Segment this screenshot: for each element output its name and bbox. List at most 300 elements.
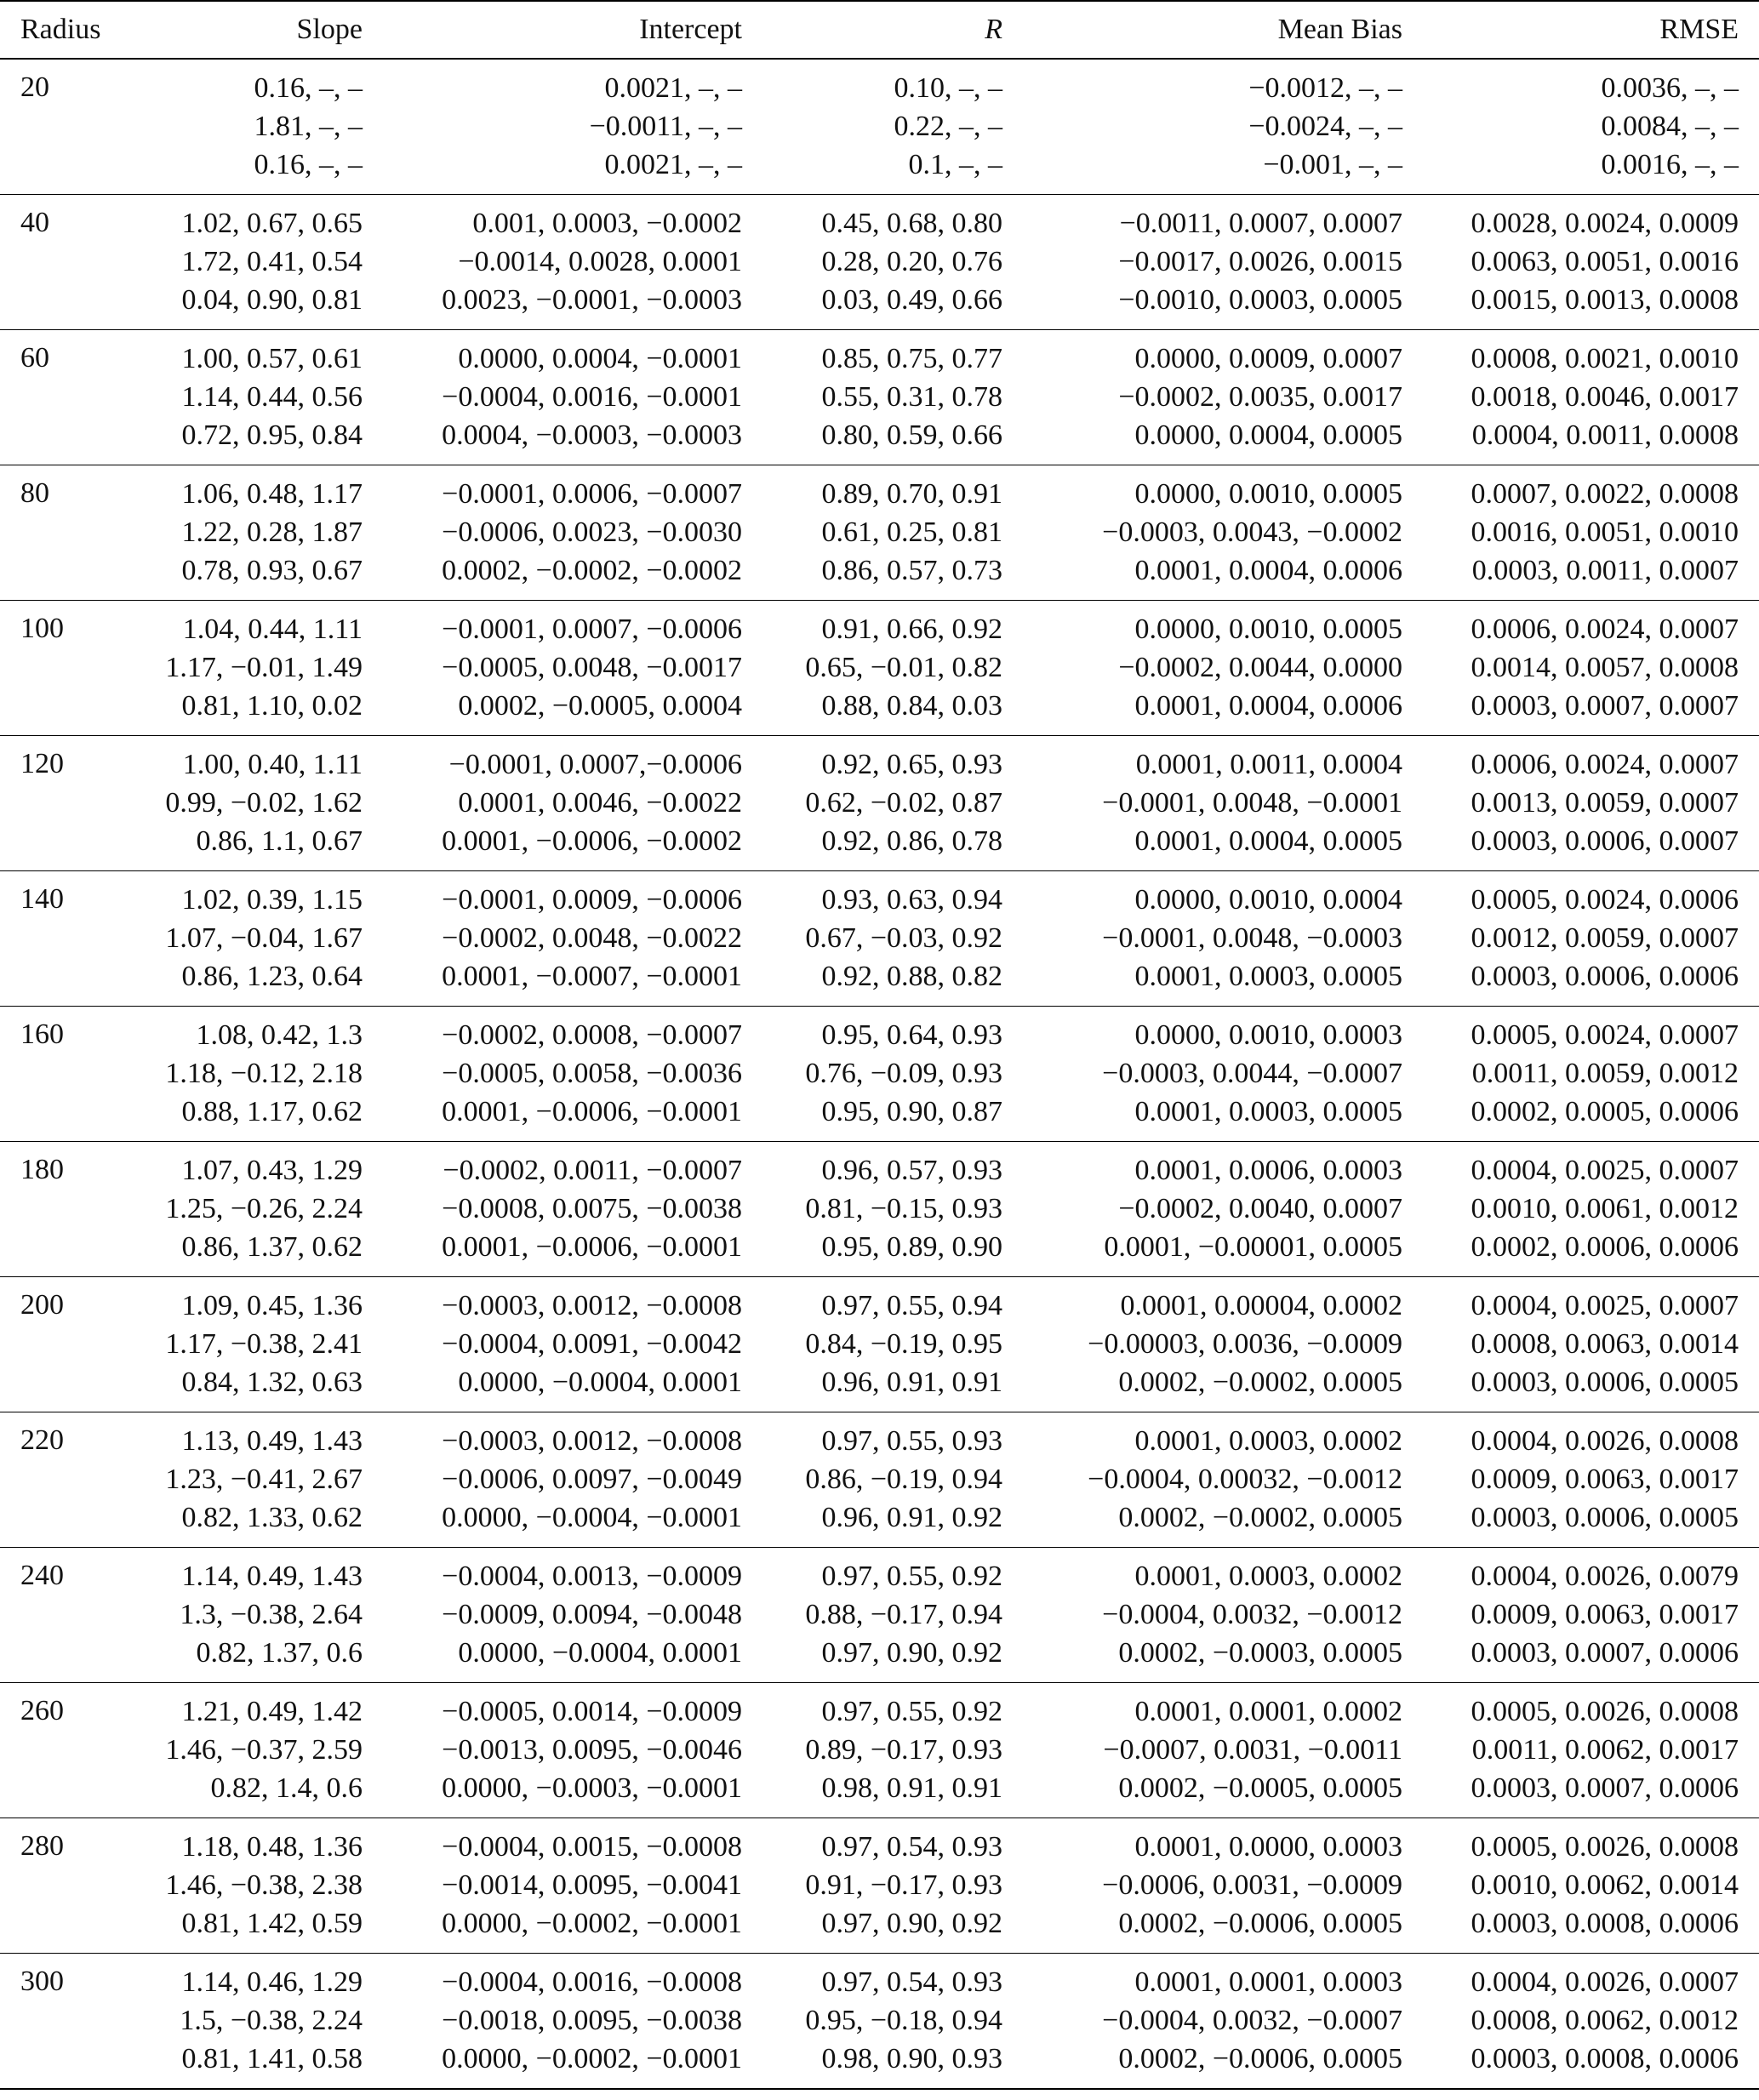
mean-bias-value: 0.0002, −0.0006, 0.0005 (1118, 2043, 1402, 2075)
rmse-value: 0.0008, 0.0063, 0.0014 (1471, 1328, 1739, 1360)
slope-value: 0.86, 1.1, 0.67 (196, 825, 363, 857)
slope-value: 1.04, 0.44, 1.11 (182, 613, 363, 645)
r-cell (762, 600, 1023, 735)
rmse-value: 0.0004, 0.0011, 0.0008 (1471, 419, 1739, 451)
rmse-value: 0.0005, 0.0024, 0.0007 (1471, 1019, 1739, 1051)
r-value: 0.1, –, – (908, 149, 1002, 181)
mean-bias-value: 0.0002, −0.0002, 0.0005 (1118, 1502, 1402, 1533)
slope-value: 1.46, −0.37, 2.59 (165, 1734, 363, 1766)
mean-bias-value: 0.0001, 0.0001, 0.0003 (1134, 1966, 1402, 1999)
r-value: 0.89, 0.70, 0.91 (821, 478, 1002, 510)
slope-value: 0.78, 0.93, 0.67 (181, 555, 363, 586)
slope-value: 1.06, 0.48, 1.17 (181, 478, 363, 510)
r-value: 0.45, 0.68, 0.80 (821, 208, 1002, 239)
radius-cell: 80 (0, 465, 128, 600)
table-row (0, 1141, 1759, 1276)
radius-cell: 300 (0, 1953, 128, 2089)
radius-cell: 60 (0, 329, 128, 465)
rmse-value: 0.0016, –, – (1601, 149, 1739, 181)
slope-value: 1.5, −0.38, 2.24 (180, 2005, 363, 2037)
rmse-value: 0.0004, 0.0026, 0.0079 (1471, 1561, 1739, 1592)
rmse-value: 0.0015, 0.0013, 0.0008 (1471, 284, 1739, 316)
rmse-value: 0.0084, –, – (1601, 111, 1739, 143)
r-value: 0.97, 0.55, 0.92 (821, 1696, 1002, 1727)
mean-bias-value: 0.0001, 0.0003, 0.0002 (1134, 1561, 1402, 1592)
r-value: 0.97, 0.54, 0.93 (821, 1966, 1002, 1999)
intercept-value: −0.0018, 0.0095, −0.0038 (442, 2005, 742, 2037)
r-value: 0.97, 0.90, 0.92 (821, 1908, 1002, 1939)
r-value: 0.81, −0.15, 0.93 (805, 1193, 1002, 1224)
slope-cell (128, 194, 383, 329)
header-intercept: Intercept (383, 1, 762, 59)
rmse-value: 0.0003, 0.0006, 0.0005 (1471, 1502, 1739, 1533)
slope-value: 1.09, 0.45, 1.36 (181, 1290, 363, 1321)
mean-bias-value: 0.0000, 0.0010, 0.0004 (1134, 884, 1402, 916)
intercept-cell (383, 1953, 762, 2089)
table-row (0, 1682, 1759, 1818)
mean-bias-value: −0.0003, 0.0043, −0.0002 (1102, 516, 1402, 548)
rmse-cell (1423, 194, 1759, 329)
mean-bias-value: 0.0000, 0.0010, 0.0005 (1134, 478, 1402, 510)
table-row (0, 1412, 1759, 1547)
radius-cell: 120 (0, 735, 128, 870)
rmse-value: 0.0011, 0.0059, 0.0012 (1471, 1058, 1739, 1089)
r-value: 0.88, 0.84, 0.03 (821, 690, 1002, 722)
radius-cell: 40 (0, 194, 128, 329)
slope-value: 1.18, 0.48, 1.36 (181, 1831, 363, 1863)
mean-bias-cell (1023, 1547, 1423, 1682)
r-cell (762, 1412, 1023, 1547)
r-value: 0.95, 0.64, 0.93 (821, 1019, 1002, 1051)
mean-bias-value: −0.0002, 0.0035, 0.0017 (1118, 381, 1402, 413)
rmse-value: 0.0003, 0.0008, 0.0006 (1471, 1908, 1739, 1939)
r-value: 0.76, −0.09, 0.93 (805, 1058, 1002, 1089)
slope-value: 0.04, 0.90, 0.81 (181, 284, 363, 316)
intercept-value: −0.0001, 0.0006, −0.0007 (442, 478, 742, 510)
intercept-value: −0.0008, 0.0075, −0.0038 (442, 1193, 742, 1224)
table-header (0, 1, 1759, 59)
slope-value: 0.86, 1.23, 0.64 (181, 961, 363, 992)
intercept-value: −0.0004, 0.0091, −0.0042 (442, 1328, 742, 1360)
mean-bias-value: 0.0002, −0.0003, 0.0005 (1118, 1637, 1402, 1669)
r-value: 0.89, −0.17, 0.93 (805, 1734, 1002, 1766)
r-value: 0.84, −0.19, 0.95 (805, 1328, 1002, 1360)
slope-value: 1.17, −0.01, 1.49 (165, 652, 363, 683)
intercept-cell (383, 1547, 762, 1682)
intercept-value: 0.001, 0.0003, −0.0002 (472, 208, 742, 239)
rmse-value: 0.0005, 0.0026, 0.0008 (1471, 1831, 1739, 1863)
r-value: 0.55, 0.31, 0.78 (821, 381, 1002, 413)
table-row (0, 465, 1759, 600)
mean-bias-cell (1023, 1953, 1423, 2089)
intercept-value: −0.0006, 0.0023, −0.0030 (442, 516, 742, 548)
slope-value: 1.14, 0.49, 1.43 (181, 1561, 363, 1592)
slope-value: 0.16, –, – (254, 149, 363, 181)
intercept-value: −0.0005, 0.0058, −0.0036 (442, 1058, 742, 1089)
rmse-value: 0.0003, 0.0006, 0.0005 (1471, 1367, 1739, 1398)
slope-cell (128, 1276, 383, 1412)
rmse-value: 0.0005, 0.0024, 0.0006 (1471, 884, 1739, 916)
header-rmse: RMSE (1423, 1, 1759, 59)
rmse-value: 0.0028, 0.0024, 0.0009 (1471, 208, 1739, 239)
radius-cell: 140 (0, 870, 128, 1006)
rmse-value: 0.0002, 0.0005, 0.0006 (1471, 1096, 1739, 1127)
intercept-cell (383, 1412, 762, 1547)
r-value: 0.97, 0.55, 0.92 (821, 1561, 1002, 1592)
slope-cell (128, 1953, 383, 2089)
rmse-cell (1423, 600, 1759, 735)
r-value: 0.22, –, – (894, 111, 1002, 143)
header-r-label: R (985, 14, 1002, 45)
rmse-cell (1423, 1141, 1759, 1276)
slope-value: 0.81, 1.42, 0.59 (181, 1908, 363, 1939)
rmse-cell (1423, 1547, 1759, 1682)
table-row (0, 1547, 1759, 1682)
mean-bias-cell (1023, 1141, 1423, 1276)
table-body (0, 59, 1759, 2089)
table-row (0, 735, 1759, 870)
r-value: 0.96, 0.91, 0.91 (821, 1367, 1002, 1398)
intercept-value: −0.0004, 0.0016, −0.0008 (442, 1966, 742, 1999)
r-cell (762, 1682, 1023, 1818)
rmse-value: 0.0003, 0.0007, 0.0006 (1471, 1637, 1739, 1669)
slope-value: 0.81, 1.41, 0.58 (181, 2043, 363, 2075)
mean-bias-value: 0.0001, 0.0011, 0.0004 (1135, 749, 1402, 780)
r-value: 0.91, 0.66, 0.92 (821, 613, 1002, 645)
mean-bias-value: 0.0000, 0.0009, 0.0007 (1134, 343, 1402, 374)
rmse-value: 0.0008, 0.0062, 0.0012 (1471, 2005, 1739, 2037)
slope-value: 1.22, 0.28, 1.87 (181, 516, 363, 548)
slope-value: 1.02, 0.39, 1.15 (181, 884, 363, 916)
r-cell (762, 1276, 1023, 1412)
mean-bias-value: 0.0001, 0.0003, 0.0005 (1134, 1096, 1402, 1127)
mean-bias-value: 0.0000, 0.0004, 0.0005 (1134, 419, 1402, 451)
intercept-cell (383, 59, 762, 194)
rmse-value: 0.0003, 0.0008, 0.0006 (1471, 2043, 1739, 2075)
mean-bias-value: 0.0001, 0.0001, 0.0002 (1134, 1696, 1402, 1727)
mean-bias-value: 0.0000, 0.0010, 0.0005 (1134, 613, 1402, 645)
table-row (0, 1276, 1759, 1412)
rmse-value: 0.0004, 0.0025, 0.0007 (1471, 1290, 1739, 1321)
intercept-value: 0.0002, −0.0002, −0.0002 (442, 555, 742, 586)
slope-value: 0.82, 1.37, 0.6 (196, 1637, 363, 1669)
r-cell (762, 329, 1023, 465)
r-value: 0.85, 0.75, 0.77 (821, 343, 1002, 374)
r-value: 0.97, 0.55, 0.93 (821, 1425, 1002, 1457)
slope-value: 1.21, 0.49, 1.42 (181, 1696, 363, 1727)
r-cell (762, 59, 1023, 194)
r-value: 0.97, 0.54, 0.93 (821, 1831, 1002, 1863)
intercept-value: 0.0000, −0.0004, 0.0001 (458, 1637, 742, 1669)
rmse-value: 0.0063, 0.0051, 0.0016 (1471, 246, 1739, 277)
rmse-cell (1423, 870, 1759, 1006)
mean-bias-value: −0.0001, 0.0048, −0.0003 (1102, 922, 1402, 954)
rmse-value: 0.0004, 0.0026, 0.0008 (1471, 1425, 1739, 1457)
intercept-value: −0.0002, 0.0011, −0.0007 (443, 1155, 742, 1186)
intercept-value: −0.0003, 0.0012, −0.0008 (442, 1290, 742, 1321)
intercept-cell (383, 735, 762, 870)
mean-bias-cell (1023, 1818, 1423, 1953)
r-cell (762, 735, 1023, 870)
radius-cell: 260 (0, 1682, 128, 1818)
mean-bias-value: 0.0002, −0.0006, 0.0005 (1118, 1908, 1402, 1939)
r-value: 0.92, 0.65, 0.93 (821, 749, 1002, 780)
slope-value: 1.13, 0.49, 1.43 (181, 1425, 363, 1457)
r-value: 0.80, 0.59, 0.66 (821, 419, 1002, 451)
radius-cell: 280 (0, 1818, 128, 1953)
radius-cell: 20 (20, 71, 49, 103)
intercept-value: 0.0001, 0.0046, −0.0022 (458, 787, 742, 819)
radius-cell: 200 (0, 1276, 128, 1412)
intercept-value: 0.0021, –, – (604, 72, 742, 105)
rmse-value: 0.0009, 0.0063, 0.0017 (1471, 1599, 1739, 1630)
r-cell (762, 194, 1023, 329)
intercept-cell (383, 1006, 762, 1141)
mean-bias-value: 0.0001, 0.00004, 0.0002 (1120, 1290, 1402, 1321)
mean-bias-value: −0.001, –, – (1263, 149, 1402, 181)
slope-value: 0.16, –, – (254, 72, 363, 105)
mean-bias-cell (1023, 1682, 1423, 1818)
r-value: 0.67, −0.03, 0.92 (805, 922, 1002, 954)
rmse-value: 0.0012, 0.0059, 0.0007 (1471, 922, 1739, 954)
rmse-cell (1423, 1682, 1759, 1818)
intercept-value: −0.0003, 0.0012, −0.0008 (442, 1425, 742, 1457)
r-value: 0.92, 0.88, 0.82 (821, 961, 1002, 992)
rmse-value: 0.0014, 0.0057, 0.0008 (1471, 652, 1739, 683)
slope-value: 1.00, 0.57, 0.61 (181, 343, 363, 374)
mean-bias-cell (1023, 1276, 1423, 1412)
header-row (0, 1, 1759, 59)
mean-bias-value: −0.0002, 0.0044, 0.0000 (1118, 652, 1402, 683)
mean-bias-value: −0.0011, 0.0007, 0.0007 (1119, 208, 1402, 239)
r-value: 0.10, –, – (894, 72, 1002, 105)
slope-value: 0.72, 0.95, 0.84 (181, 419, 363, 451)
slope-cell (128, 870, 383, 1006)
r-value: 0.95, 0.90, 0.87 (821, 1096, 1002, 1127)
mean-bias-value: 0.0001, 0.0004, 0.0006 (1134, 690, 1402, 722)
intercept-value: 0.0001, −0.0006, −0.0001 (442, 1096, 742, 1127)
mean-bias-value: −0.0003, 0.0044, −0.0007 (1102, 1058, 1402, 1089)
radius-cell: 240 (0, 1547, 128, 1682)
mean-bias-value: 0.0002, −0.0002, 0.0005 (1118, 1367, 1402, 1398)
table-row (0, 1818, 1759, 1953)
intercept-cell (383, 465, 762, 600)
rmse-cell (1423, 1006, 1759, 1141)
table-row (0, 329, 1759, 465)
rmse-cell (1423, 465, 1759, 600)
intercept-value: −0.0002, 0.0008, −0.0007 (442, 1019, 742, 1051)
rmse-value: 0.0003, 0.0006, 0.0006 (1471, 961, 1739, 992)
intercept-value: 0.0000, −0.0004, −0.0001 (442, 1502, 742, 1533)
mean-bias-cell (1023, 194, 1423, 329)
r-value: 0.97, 0.90, 0.92 (821, 1637, 1002, 1669)
rmse-value: 0.0009, 0.0063, 0.0017 (1471, 1464, 1739, 1495)
mean-bias-value: 0.0001, 0.0004, 0.0005 (1134, 825, 1402, 857)
r-value: 0.95, 0.89, 0.90 (821, 1231, 1002, 1263)
intercept-value: −0.0011, –, – (589, 111, 742, 143)
intercept-value: −0.0005, 0.0048, −0.0017 (442, 652, 742, 683)
slope-value: 1.81, –, – (254, 111, 363, 143)
intercept-cell (383, 1818, 762, 1953)
intercept-value: −0.0001, 0.0007, −0.0006 (442, 613, 742, 645)
intercept-value: 0.0000, 0.0004, −0.0001 (458, 343, 742, 374)
slope-value: 1.07, 0.43, 1.29 (181, 1155, 363, 1186)
rmse-value: 0.0008, 0.0021, 0.0010 (1471, 343, 1739, 374)
slope-cell (128, 735, 383, 870)
rmse-value: 0.0003, 0.0011, 0.0007 (1471, 555, 1739, 586)
intercept-value: −0.0009, 0.0094, −0.0048 (442, 1599, 742, 1630)
slope-value: 0.86, 1.37, 0.62 (181, 1231, 363, 1263)
mean-bias-value: 0.0001, 0.0006, 0.0003 (1134, 1155, 1402, 1186)
intercept-value: 0.0001, −0.0006, −0.0001 (442, 1231, 742, 1263)
intercept-value: −0.0001, 0.0007,−0.0006 (448, 749, 742, 780)
mean-bias-value: 0.0001, −0.00001, 0.0005 (1104, 1231, 1402, 1263)
intercept-value: −0.0004, 0.0016, −0.0001 (442, 381, 742, 413)
mean-bias-value: −0.0010, 0.0003, 0.0005 (1118, 284, 1402, 316)
mean-bias-value: −0.00003, 0.0036, −0.0009 (1088, 1328, 1402, 1360)
table-row (0, 1953, 1759, 2089)
intercept-value: −0.0014, 0.0028, 0.0001 (458, 246, 742, 277)
header-slope: Slope (128, 1, 383, 59)
slope-value: 1.25, −0.26, 2.24 (165, 1193, 363, 1224)
mean-bias-cell (1023, 735, 1423, 870)
mean-bias-value: −0.0004, 0.0032, −0.0012 (1102, 1599, 1402, 1630)
mean-bias-cell (1023, 1006, 1423, 1141)
mean-bias-cell (1023, 600, 1423, 735)
slope-value: 1.00, 0.40, 1.11 (182, 749, 363, 780)
rmse-value: 0.0011, 0.0062, 0.0017 (1471, 1734, 1739, 1766)
mean-bias-value: −0.0007, 0.0031, −0.0011 (1103, 1734, 1402, 1766)
r-value: 0.91, −0.17, 0.93 (805, 1869, 1002, 1901)
mean-bias-value: −0.0012, –, – (1248, 72, 1402, 105)
r-cell (762, 1818, 1023, 1953)
rmse-cell (1423, 59, 1759, 194)
slope-value: 1.23, −0.41, 2.67 (165, 1464, 363, 1495)
r-value: 0.96, 0.91, 0.92 (821, 1502, 1002, 1533)
intercept-value: −0.0001, 0.0009, −0.0006 (442, 884, 742, 916)
r-value: 0.86, 0.57, 0.73 (821, 555, 1002, 586)
rmse-value: 0.0006, 0.0024, 0.0007 (1471, 613, 1739, 645)
header-radius: Radius (0, 1, 128, 59)
rmse-cell (1423, 735, 1759, 870)
rmse-value: 0.0007, 0.0022, 0.0008 (1471, 478, 1739, 510)
rmse-value: 0.0013, 0.0059, 0.0007 (1471, 787, 1739, 819)
intercept-value: −0.0004, 0.0015, −0.0008 (442, 1831, 742, 1863)
slope-value: 1.08, 0.42, 1.3 (196, 1019, 363, 1051)
r-value: 0.28, 0.20, 0.76 (821, 246, 1002, 277)
intercept-value: 0.0004, −0.0003, −0.0003 (442, 419, 742, 451)
rmse-cell (1423, 329, 1759, 465)
radius-cell: 180 (0, 1141, 128, 1276)
intercept-value: 0.0002, −0.0005, 0.0004 (458, 690, 742, 722)
intercept-value: 0.0000, −0.0002, −0.0001 (442, 2043, 742, 2075)
slope-cell (128, 1818, 383, 1953)
table-row (0, 600, 1759, 735)
rmse-value: 0.0003, 0.0007, 0.0007 (1471, 690, 1739, 722)
mean-bias-cell (1023, 870, 1423, 1006)
r-cell (762, 1141, 1023, 1276)
rmse-value: 0.0004, 0.0026, 0.0007 (1471, 1966, 1739, 1999)
slope-value: 0.82, 1.33, 0.62 (181, 1502, 363, 1533)
header-mean-bias: Mean Bias (1023, 1, 1423, 59)
slope-cell (128, 465, 383, 600)
r-value: 0.86, −0.19, 0.94 (805, 1464, 1002, 1495)
intercept-cell (383, 1276, 762, 1412)
mean-bias-value: 0.0002, −0.0005, 0.0005 (1118, 1772, 1402, 1804)
mean-bias-value: −0.0004, 0.0032, −0.0007 (1102, 2005, 1402, 2037)
slope-value: 1.72, 0.41, 0.54 (181, 246, 363, 277)
intercept-cell (383, 1682, 762, 1818)
slope-cell (128, 1412, 383, 1547)
intercept-value: 0.0001, −0.0006, −0.0002 (442, 825, 742, 857)
rmse-value: 0.0010, 0.0062, 0.0014 (1471, 1869, 1739, 1901)
mean-bias-value: 0.0001, 0.0000, 0.0003 (1134, 1831, 1402, 1863)
r-value: 0.98, 0.91, 0.91 (821, 1772, 1002, 1804)
r-value: 0.98, 0.90, 0.93 (821, 2043, 1002, 2075)
intercept-value: −0.0014, 0.0095, −0.0041 (442, 1869, 742, 1901)
r-value: 0.95, −0.18, 0.94 (805, 2005, 1002, 2037)
rmse-value: 0.0002, 0.0006, 0.0006 (1471, 1231, 1739, 1263)
r-value: 0.96, 0.57, 0.93 (821, 1155, 1002, 1186)
table-row (0, 1006, 1759, 1141)
mean-bias-value: −0.0002, 0.0040, 0.0007 (1118, 1193, 1402, 1224)
mean-bias-cell (1023, 465, 1423, 600)
r-value: 0.92, 0.86, 0.78 (821, 825, 1002, 857)
radius-cell: 220 (0, 1412, 128, 1547)
table-row (0, 194, 1759, 329)
slope-cell (128, 59, 383, 194)
r-cell (762, 1547, 1023, 1682)
slope-value: 0.84, 1.32, 0.63 (181, 1367, 363, 1398)
r-value: 0.62, −0.02, 0.87 (805, 787, 1002, 819)
intercept-value: −0.0004, 0.0013, −0.0009 (442, 1561, 742, 1592)
rmse-value: 0.0005, 0.0026, 0.0008 (1471, 1696, 1739, 1727)
slope-value: 1.14, 0.46, 1.29 (181, 1966, 363, 1999)
rmse-cell (1423, 1412, 1759, 1547)
intercept-cell (383, 870, 762, 1006)
intercept-cell (383, 1141, 762, 1276)
rmse-value: 0.0016, 0.0051, 0.0010 (1471, 516, 1739, 548)
r-value: 0.93, 0.63, 0.94 (821, 884, 1002, 916)
intercept-value: −0.0006, 0.0097, −0.0049 (442, 1464, 742, 1495)
r-value: 0.03, 0.49, 0.66 (821, 284, 1002, 316)
rmse-value: 0.0018, 0.0046, 0.0017 (1471, 381, 1739, 413)
r-value: 0.65, −0.01, 0.82 (805, 652, 1002, 683)
mean-bias-value: −0.0006, 0.0031, −0.0009 (1102, 1869, 1402, 1901)
r-value: 0.88, −0.17, 0.94 (805, 1599, 1002, 1630)
rmse-cell (1423, 1818, 1759, 1953)
mean-bias-value: 0.0001, 0.0004, 0.0006 (1134, 555, 1402, 586)
rmse-value: 0.0004, 0.0025, 0.0007 (1471, 1155, 1739, 1186)
mean-bias-value: −0.0004, 0.00032, −0.0012 (1088, 1464, 1402, 1495)
slope-value: 1.14, 0.44, 0.56 (181, 381, 363, 413)
r-cell (762, 1006, 1023, 1141)
slope-value: 1.18, −0.12, 2.18 (165, 1058, 363, 1089)
intercept-value: −0.0005, 0.0014, −0.0009 (442, 1696, 742, 1727)
intercept-value: 0.0023, −0.0001, −0.0003 (442, 284, 742, 316)
intercept-value: −0.0013, 0.0095, −0.0046 (442, 1734, 742, 1766)
rmse-value: 0.0010, 0.0061, 0.0012 (1471, 1193, 1739, 1224)
mean-bias-cell (1023, 1412, 1423, 1547)
r-cell (762, 870, 1023, 1006)
rmse-value: 0.0036, –, – (1601, 72, 1739, 105)
rmse-cell (1423, 1276, 1759, 1412)
mean-bias-value: −0.0024, –, – (1248, 111, 1402, 143)
intercept-cell (383, 329, 762, 465)
slope-cell (128, 600, 383, 735)
slope-cell (128, 1547, 383, 1682)
table-row (0, 59, 1759, 194)
